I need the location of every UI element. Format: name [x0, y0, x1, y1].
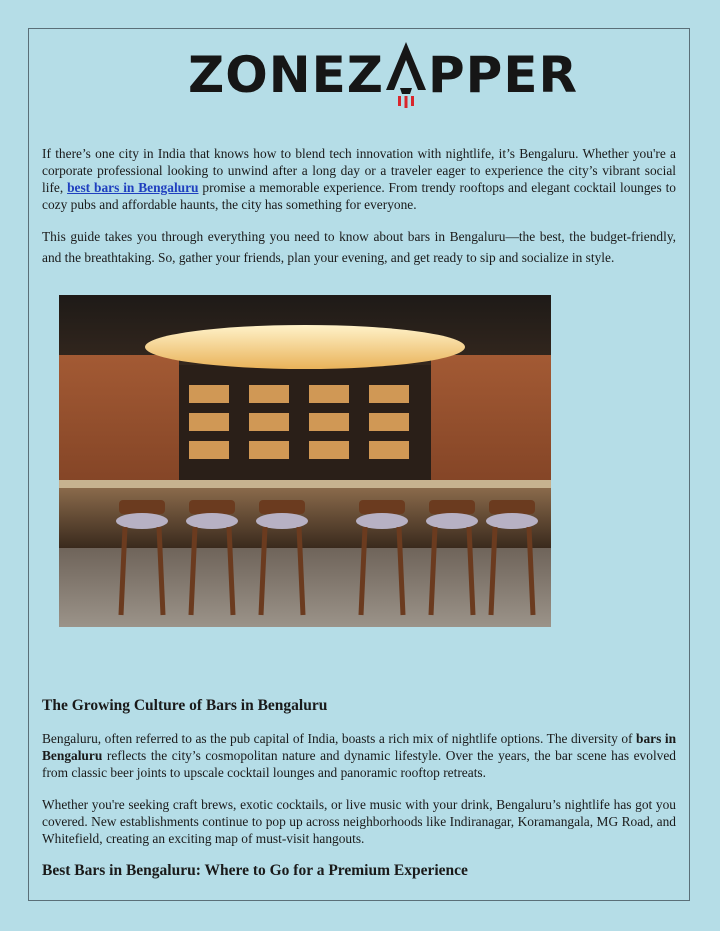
best-bars-link[interactable]: best bars in Bengaluru: [67, 180, 199, 195]
section-heading-best-bars: Best Bars in Bengaluru: Where to Go for a Premium Experience: [42, 862, 468, 879]
intro-paragraph-2: This guide takes you through everything you need to know about bars in Bengaluru—the best, the budget-friendly, and the breathtaking. So, gather your friends, plan your evening, and get ready to sip and socialize in style.: [42, 229, 676, 265]
intro-paragraph-1: If there’s one city in India that knows how to blend tech innovation with nightlife, it’s Bengaluru. Whether you're a corporate professional looking to unwind after a long day or a traveler eager to experience the city’s vibrant social life, best bars in Bengaluru promise a memorable experience. From trendy rooftops and elegant cocktail lounges to cozy pubs and affordable haunts, the city has something for everyone.: [42, 146, 677, 212]
logo-left: ZONEZ: [188, 46, 385, 104]
section-heading-culture: The Growing Culture of Bars in Bengaluru: [42, 697, 328, 714]
culture-paragraph-1: Bengaluru, often referred to as the pub capital of India, boasts a rich mix of nightlife options. The diversity of bars in Bengaluru reflects the city’s cosmopolitan nature and dynamic lifestyle. Over the years, the bar scene has evolved from classic beer joints to upscale cocktail lounges and panoramic rooftop retreats.: [42, 731, 677, 780]
bar-interior-image: [59, 295, 551, 627]
rocket-icon: [384, 42, 428, 108]
logo-right: PPER: [428, 46, 578, 104]
brand-logo[interactable]: [178, 40, 588, 110]
culture-paragraph-2: Whether you're seeking craft brews, exotic cocktails, or live music with your drink, Bengaluru’s nightlife has got you covered. New establishments continue to pop up across neighborhoods like Indiranagar, Koramangala, MG Road, and Whitefield, creating an exciting map of must-visit hangouts.: [42, 797, 676, 846]
